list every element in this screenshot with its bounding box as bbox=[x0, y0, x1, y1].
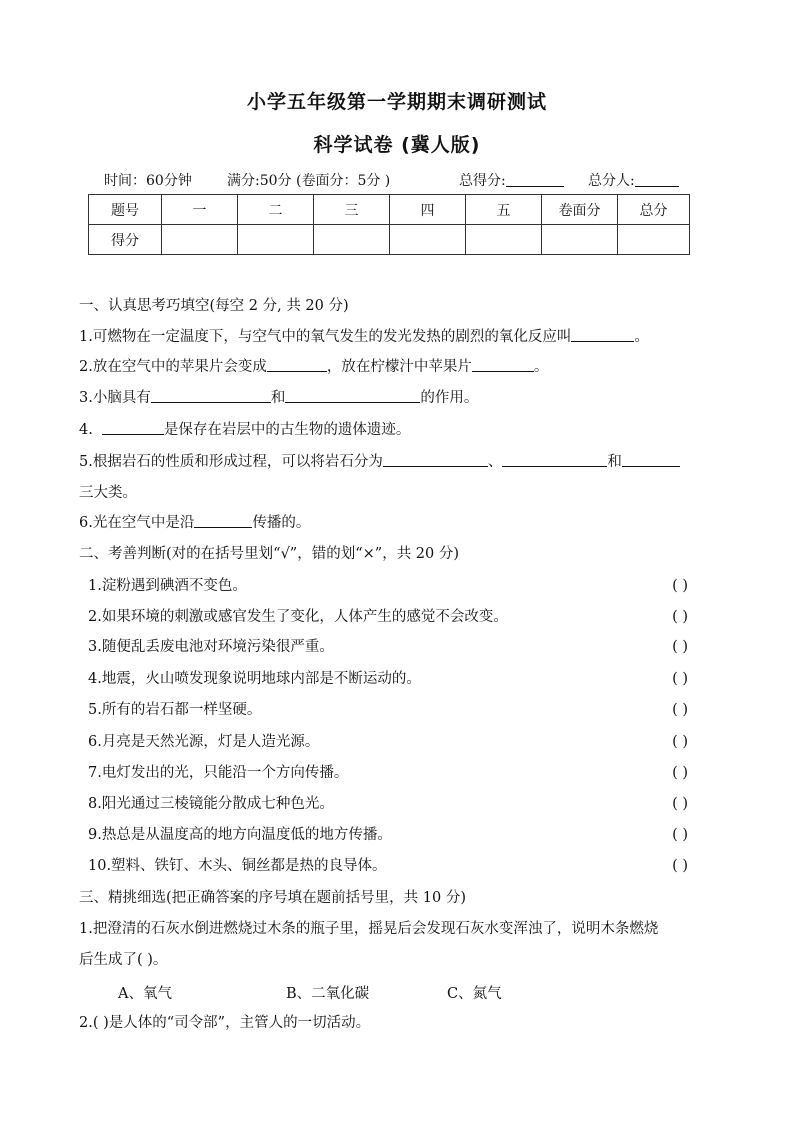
judge-text: 2.如果环境的刺激或感官发生了变化，人体产生的感觉不会改变。 bbox=[88, 609, 508, 625]
question-1-5-cont: 三大类。 bbox=[79, 485, 137, 501]
total-score-blank[interactable] bbox=[506, 172, 564, 187]
total-score-field[interactable] bbox=[459, 170, 564, 190]
question-1-5 bbox=[79, 452, 680, 472]
option-b[interactable]: B、二氧化碳 bbox=[286, 986, 370, 1002]
judge-text: 3.随便乱丢废电池对环境污染很严重。 bbox=[88, 639, 334, 655]
q-text: 3.小脑具有 bbox=[79, 390, 151, 406]
q-text: 的作用。 bbox=[420, 390, 479, 406]
answer-blank[interactable] bbox=[194, 513, 252, 528]
answer-paren[interactable]: ( ) bbox=[672, 671, 688, 687]
question-1-4 bbox=[79, 420, 410, 440]
q-text: 。 bbox=[533, 359, 549, 375]
full-score-label: 满分:50分 (卷面分：5分 ) bbox=[227, 173, 391, 189]
answer-paren[interactable]: ( ) bbox=[672, 858, 688, 874]
question-3-1: 1.把澄清的石灰水倒进燃烧过木条的瓶子里，摇晃后会发现石灰水变浑浊了，说明木条燃烧 bbox=[79, 921, 659, 937]
section1-heading: 一、认真思考巧填空(每空 2 分, 共 20 分) bbox=[79, 298, 349, 314]
score-header-cell: 总分 bbox=[618, 195, 690, 225]
score-cell[interactable] bbox=[390, 225, 466, 255]
score-header-cell: 五 bbox=[466, 195, 542, 225]
judge-text: 5.所有的岩石都一样坚硬。 bbox=[88, 702, 262, 718]
judge-text: 1.淀粉遇到碘酒不变色。 bbox=[88, 578, 247, 594]
answer-blank[interactable] bbox=[472, 357, 534, 372]
judge-text: 7.电灯发出的光，只能沿一个方向传播。 bbox=[88, 765, 349, 781]
judge-item bbox=[88, 576, 688, 596]
answer-paren[interactable]: ( ) bbox=[672, 796, 688, 812]
q-text: 和 bbox=[270, 390, 286, 406]
option-a[interactable]: A、氧气 bbox=[118, 986, 172, 1002]
question-1-1 bbox=[79, 327, 649, 347]
score-cell[interactable] bbox=[542, 225, 618, 255]
exam-subtitle: 科学试卷 (冀人版) bbox=[313, 134, 481, 156]
score-cell[interactable] bbox=[618, 225, 690, 255]
judge-text: 8.阳光通过三棱镜能分散成七种色光。 bbox=[88, 796, 334, 812]
answer-paren[interactable]: ( ) bbox=[672, 578, 688, 594]
answer-paren[interactable]: ( ) bbox=[672, 827, 688, 843]
answer-blank[interactable] bbox=[285, 388, 420, 403]
answer-paren[interactable]: ( ) bbox=[672, 639, 688, 655]
answer-blank[interactable] bbox=[502, 452, 607, 467]
judge-text: 4.地震，火山喷发现象说明地球内部是不断运动的。 bbox=[88, 671, 421, 687]
score-header-cell: 卷面分 bbox=[542, 195, 618, 225]
score-row-label: 得分 bbox=[89, 225, 162, 255]
question-3-2: 2.( )是人体的“司令部”，主管人的一切活动。 bbox=[79, 1015, 371, 1031]
q-text: 是保存在岩层中的古生物的遗体遗迹。 bbox=[163, 422, 411, 438]
judge-text: 6.月亮是天然光源，灯是人造光源。 bbox=[88, 734, 320, 750]
judge-item bbox=[88, 763, 688, 783]
judge-item bbox=[88, 732, 688, 752]
q-text: 。 bbox=[634, 329, 649, 345]
answer-paren[interactable]: ( ) bbox=[672, 702, 688, 718]
exam-title: 小学五年级第一学期期末调研测试 bbox=[246, 91, 547, 113]
scorer-blank[interactable] bbox=[635, 172, 679, 187]
answer-blank[interactable] bbox=[151, 388, 271, 403]
answer-blank[interactable] bbox=[383, 452, 488, 467]
q-text: 和 bbox=[607, 454, 622, 470]
judge-item bbox=[88, 669, 688, 689]
judge-text: 10.塑料、铁钉、木头、铜丝都是热的良导体。 bbox=[88, 858, 387, 874]
score-cell[interactable] bbox=[238, 225, 314, 255]
answer-blank[interactable] bbox=[571, 327, 634, 342]
score-cell[interactable] bbox=[162, 225, 238, 255]
option-c[interactable]: C、氮气 bbox=[447, 986, 502, 1002]
score-header-cell: 二 bbox=[238, 195, 314, 225]
judge-item bbox=[88, 637, 688, 657]
score-cell[interactable] bbox=[466, 225, 542, 255]
q-text: 传播的。 bbox=[252, 515, 311, 531]
scorer-field[interactable] bbox=[588, 170, 679, 190]
q-text: 2.放在空气中的苹果片会变成 bbox=[79, 359, 267, 375]
score-header-cell: 题号 bbox=[89, 195, 162, 225]
judge-item bbox=[88, 856, 688, 876]
question-1-3 bbox=[79, 388, 478, 408]
question-1-2 bbox=[79, 357, 548, 377]
judge-item bbox=[88, 794, 688, 814]
judge-item bbox=[88, 700, 688, 720]
q-text: ，放在柠檬汁中苹果片 bbox=[326, 359, 472, 375]
section2-heading: 二、考善判断(对的在括号里划“√”，错的划“×”，共 20 分) bbox=[79, 546, 460, 562]
section3-heading: 三、精挑细选(把正确答案的序号填在题前括号里，共 10 分) bbox=[79, 890, 466, 906]
q-text: 1.可燃物在一定温度下，与空气中的氧气发生的发光发热的剧烈的氧化反应叫 bbox=[79, 329, 572, 345]
score-header-cell: 一 bbox=[162, 195, 238, 225]
q-text: 5.根据岩石的性质和形成过程，可以将岩石分为 bbox=[79, 454, 383, 470]
answer-paren[interactable]: ( ) bbox=[672, 765, 688, 781]
answer-paren[interactable]: ( ) bbox=[672, 609, 688, 625]
answer-blank[interactable] bbox=[622, 452, 680, 467]
time-label: 时间：60分钟 bbox=[104, 173, 192, 189]
q-text: 、 bbox=[487, 454, 503, 470]
score-header-cell: 四 bbox=[390, 195, 466, 225]
scorer-label: 总分人: bbox=[588, 173, 635, 189]
judge-item bbox=[88, 825, 688, 845]
score-table-header-row bbox=[89, 195, 690, 225]
answer-blank[interactable] bbox=[102, 420, 164, 435]
answer-paren[interactable]: ( ) bbox=[672, 734, 688, 750]
question-1-6 bbox=[79, 513, 310, 533]
score-table-score-row bbox=[89, 225, 690, 255]
question-3-1-cont: 后生成了( )。 bbox=[79, 952, 168, 968]
total-score-label: 总得分: bbox=[459, 173, 506, 189]
q-text: 6.光在空气中是沿 bbox=[79, 515, 195, 531]
score-header-cell: 三 bbox=[314, 195, 390, 225]
judge-item bbox=[88, 607, 688, 627]
judge-text: 9.热总是从温度高的地方向温度低的地方传播。 bbox=[88, 827, 392, 843]
q-text: 4. bbox=[79, 422, 93, 438]
score-cell[interactable] bbox=[314, 225, 390, 255]
score-table bbox=[88, 194, 690, 255]
answer-blank[interactable] bbox=[267, 357, 327, 372]
